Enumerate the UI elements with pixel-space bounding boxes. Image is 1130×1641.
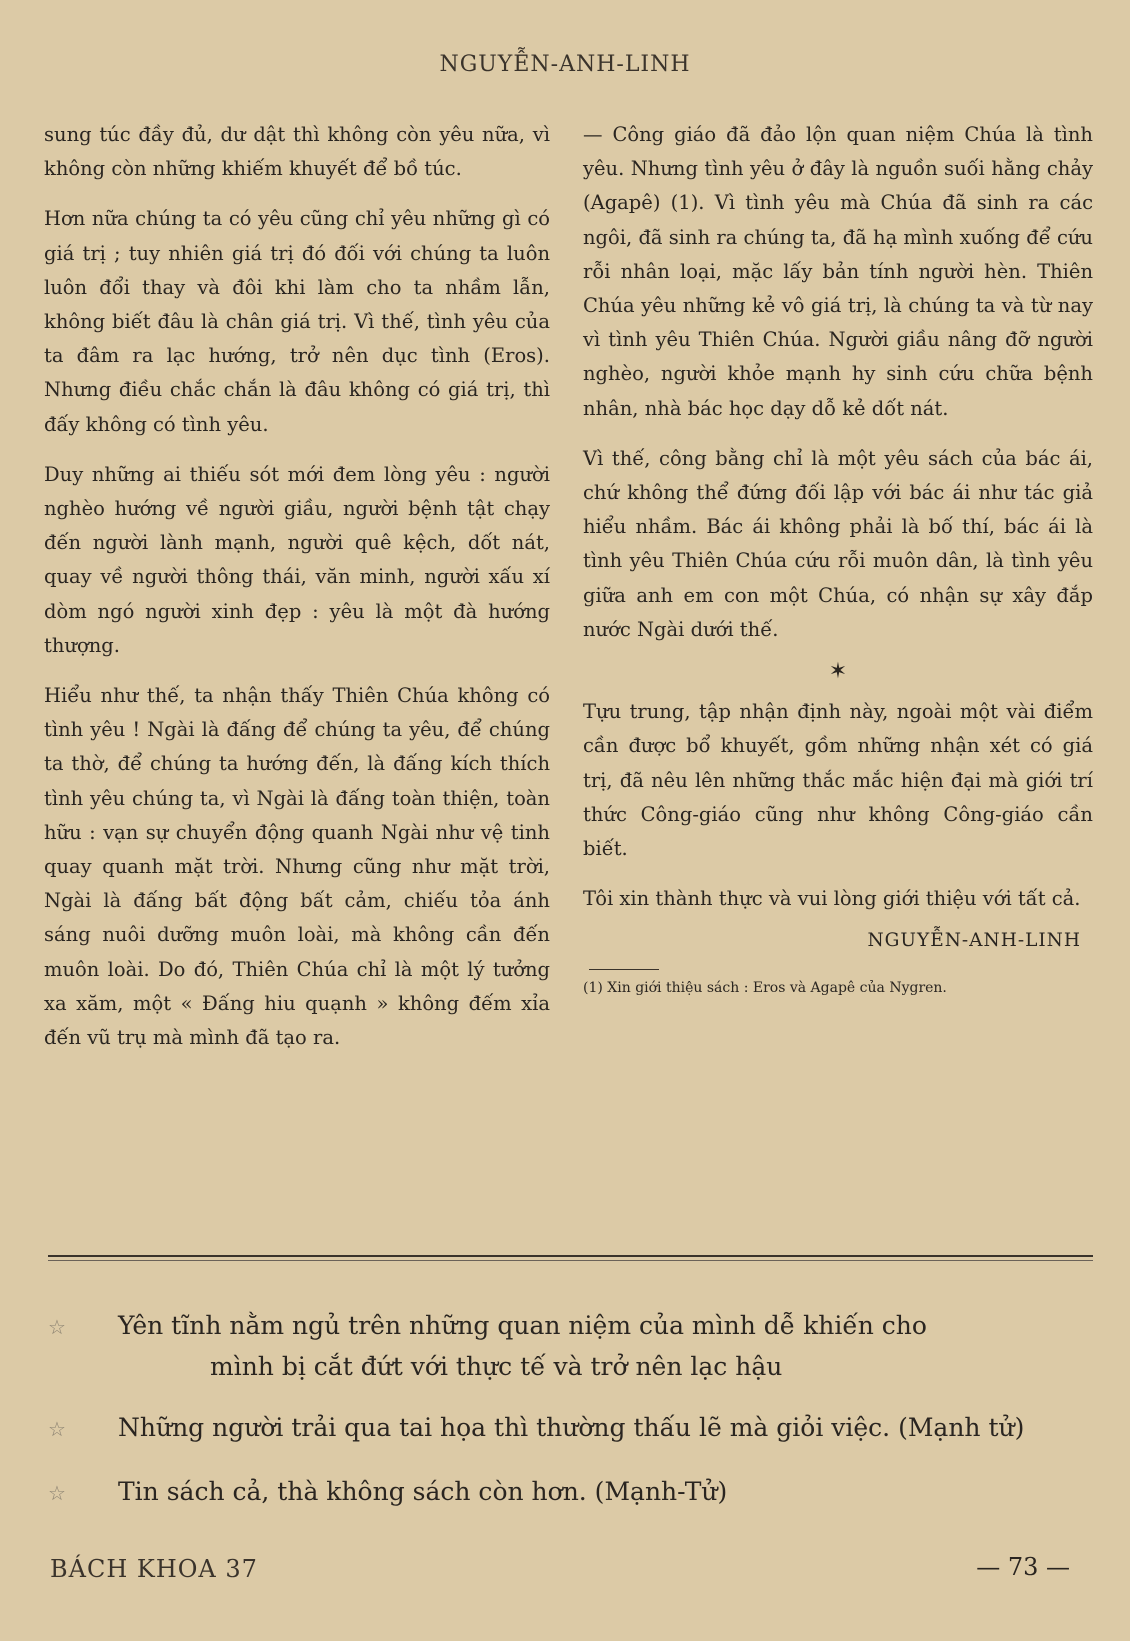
- quote-star-icon: ☆: [48, 1315, 66, 1339]
- left-paragraph-4: Hiểu như thế, ta nhận thấy Thiên Chúa không có tình yêu ! Ngài là đấng để chúng ta yêu, để chúng ta thờ, để chúng ta hướng đến, là đấng kích thích tình yêu chúng ta, vì Ngài là đấng toàn thiện, toàn hữu : vạn sự chuyển động quanh Ngài như vệ tinh quay quanh mặt trời. Nhưng cũng như mặt trời, Ngài là đấng bất động bất cảm, chiếu tỏa ánh sáng nuôi dưỡng muôn loài, mà không cần đến muôn loài. Do đó, Thiên Chúa chỉ là một lý tưởng xa xăm, một « Đấng hiu quạnh » không đếm xỉa đến vũ trụ mà mình đã tạo ra.: [44, 684, 550, 1050]
- quote-1-line-1: Yên tĩnh nằm ngủ trên những quan niệm của mình dễ khiến cho: [118, 1311, 927, 1340]
- footnote-divider: [589, 969, 659, 970]
- conclusion-paragraph-2: Tôi xin thành thực và vui lòng giới thiệu với tất cả.: [583, 887, 1081, 911]
- footnote: (1) Xin giới thiệu sách : Eros và Agapê của Nygren.: [583, 979, 947, 996]
- conclusion-paragraph-1: Tựu trung, tập nhận định này, ngoài một vài điểm cần được bổ khuyết, gồm những nhận xét có giá trị, đã nêu lên những thắc mắc hiện đại mà giới trí thức Công-giáo cũng như không Công-giáo cần biết.: [583, 700, 1093, 861]
- section-separator-icon: ✶: [828, 659, 848, 685]
- section-divider: [48, 1255, 1093, 1257]
- quote-star-icon: ☆: [48, 1417, 66, 1441]
- quote-3: [48, 1472, 1098, 1513]
- author-signature: NGUYỄN-ANH-LINH: [867, 930, 1081, 952]
- quote-star-icon: ☆: [48, 1481, 66, 1505]
- right-paragraph-2: Vì thế, công bằng chỉ là một yêu sách của bác ái, chứ không thể đứng đối lập với bác ái như tác giả hiểu nhầm. Bác ái không phải là bố thí, bác ái là tình yêu Thiên Chúa cứu rỗi muôn dân, là tình yêu giữa anh em con một Chúa, có nhận sự xây đắp nước Ngài dưới thế.: [583, 446, 1093, 641]
- right-paragraph-1: — Công giáo đã đảo lộn quan niệm Chúa là tình yêu. Nhưng tình yêu ở đây là nguồn suối hằng chảy (Agapê) (1). Vì tình yêu mà Chúa đã sinh ra các ngôi, đã sinh ra chúng ta, đã hạ mình xuống để cứu rỗi nhân loại, mặc lấy bản tính người hèn. Thiên Chúa yêu những kẻ vô giá trị, là chúng ta và từ nay vì tình yêu Thiên Chúa. Người giầu nâng đỡ người nghèo, người khỏe mạnh hy sinh cứu chữa bệnh nhân, nhà bác học dạy dỗ kẻ dốt nát.: [583, 123, 1093, 420]
- magazine-name: BÁCH KHOA 37: [50, 1555, 258, 1583]
- right-column: [583, 118, 1093, 1002]
- left-column: [44, 118, 550, 1055]
- left-paragraph-1: sung túc đầy đủ, dư dật thì không còn yêu nữa, vì không còn những khiếm khuyết để bồ túc.: [44, 123, 550, 181]
- section-divider-thin: [48, 1260, 1093, 1261]
- quote-1-line-2: mình bị cắt đứt với thực tế và trở nên lạc hậu: [210, 1352, 783, 1381]
- quote-2: [48, 1408, 1098, 1449]
- left-paragraph-2: Hơn nữa chúng ta có yêu cũng chỉ yêu những gì có giá trị ; tuy nhiên giá trị đó đối với chúng ta luôn luôn đổi thay và đôi khi làm cho ta nhầm lẫn, không biết đâu là chân giá trị. Vì thế, tình yêu của ta đâm ra lạc hướng, trở nên dục tình (Eros). Nhưng điều chắc chắn là đâu không có giá trị, thì đấy không có tình yêu.: [44, 207, 550, 436]
- running-header: NGUYỄN-ANH-LINH: [439, 52, 691, 77]
- quote-3-text: Tin sách cả, thà không sách còn hơn. (Mạnh-Tử): [118, 1477, 728, 1506]
- quote-2-text: Những người trải qua tai họa thì thường thấu lẽ mà giỏi việc. (Mạnh tử): [118, 1413, 1025, 1442]
- left-paragraph-3: Duy những ai thiếu sót mới đem lòng yêu : người nghèo hướng về người giầu, người bệnh tật chạy đến người lành mạnh, người quê kệch, dốt nát, quay về người thông thái, văn minh, người xấu xí dòm ngó người xinh đẹp : yêu là một đà hướng thượng.: [44, 462, 550, 657]
- quote-1: [48, 1306, 1098, 1387]
- page-number: — 73 —: [976, 1553, 1070, 1581]
